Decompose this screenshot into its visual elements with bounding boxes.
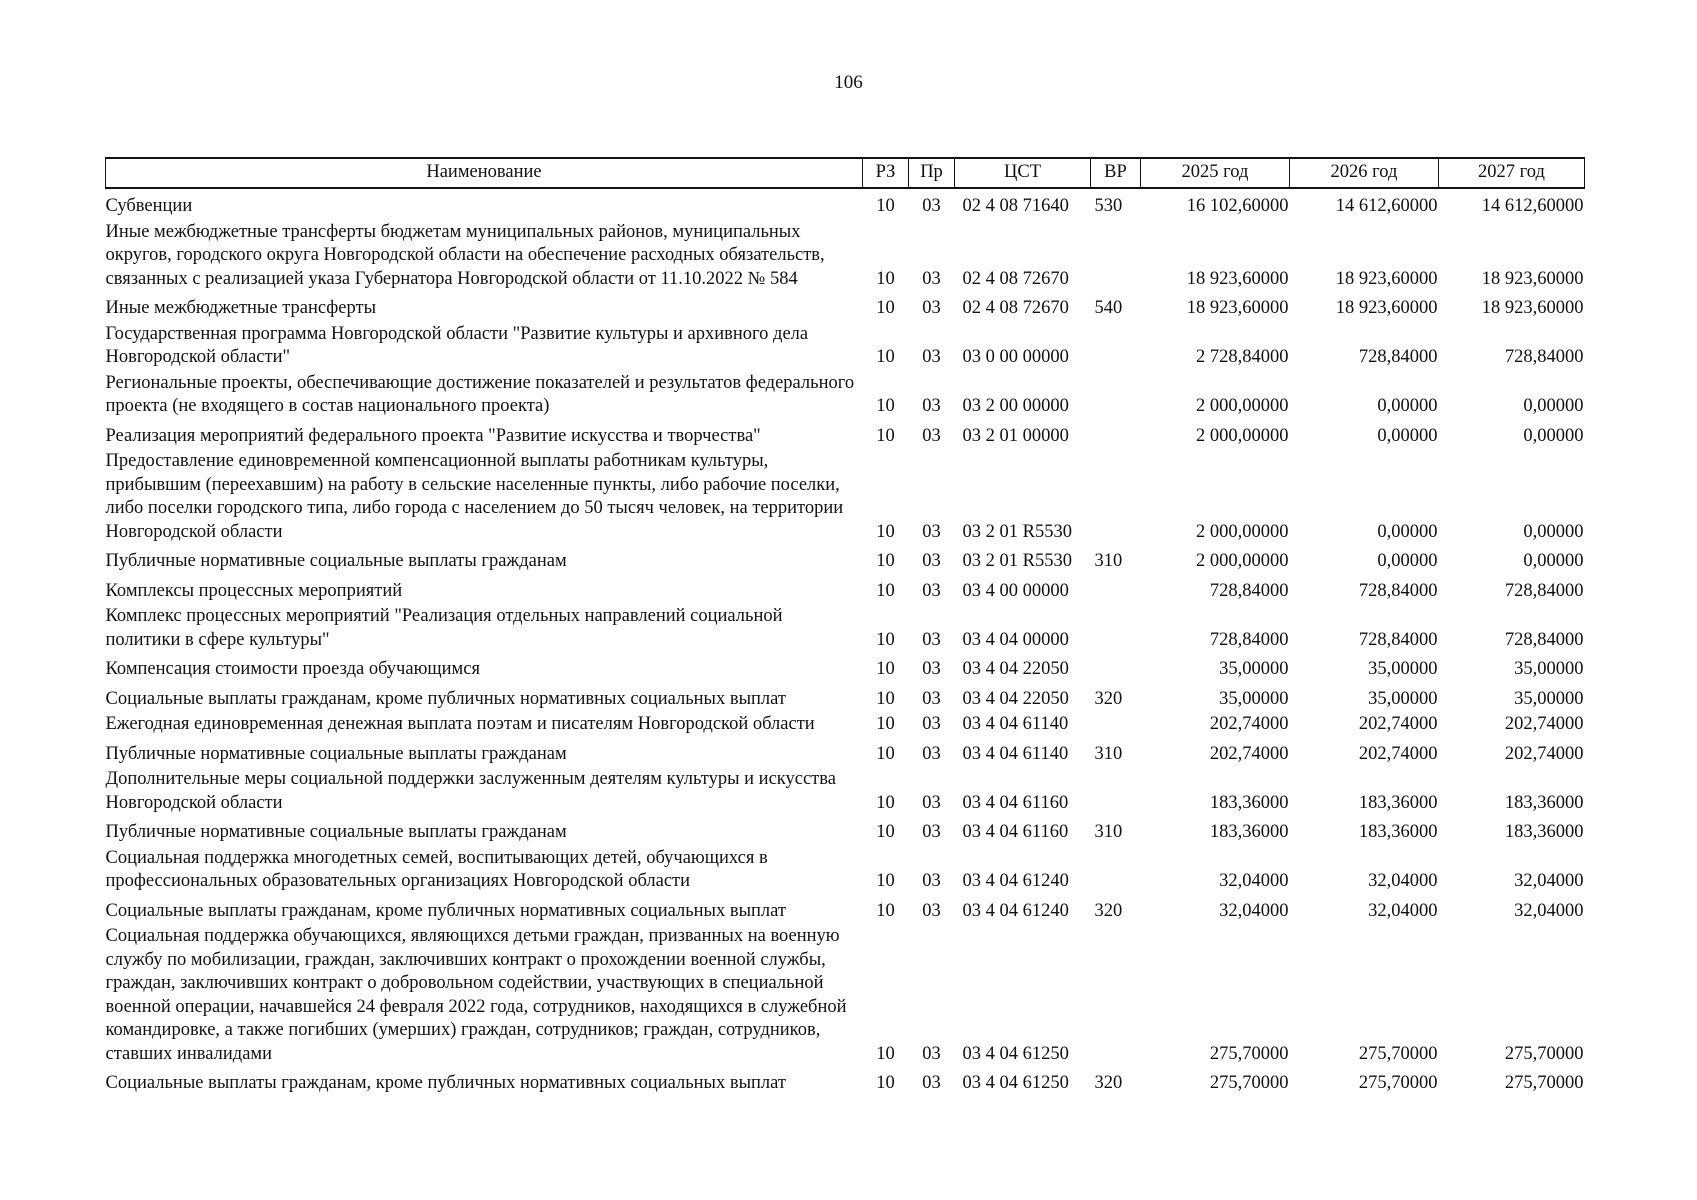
cell-2026: 32,04000 [1368,900,1438,921]
cell-rz: 10 [876,743,895,764]
cell-cst: 03 4 04 61160 [962,792,1069,813]
cell-2025: 2 000,00000 [1196,396,1289,416]
cell-rz: 10 [876,659,895,679]
table-row [106,739,1585,769]
cell-2026: 728,84000 [1358,629,1438,650]
cell-2025: 18 923,60000 [1186,298,1289,318]
cell-2025: 16 102,60000 [1186,196,1289,216]
cell-name: Социальная поддержка многодетных семей, воспитывающих детей, обучающихся в профессиональных образовательных организациях Новгородской области [105,847,768,891]
table-row [106,188,1585,221]
cell-2027: 0,00000 [1523,396,1584,416]
cell-2025: 32,04000 [1219,900,1289,921]
table-row [106,421,1585,451]
cell-2025: 2 000,00000 [1196,551,1289,571]
cell-2026: 202,74000 [1358,743,1438,764]
cell-2026: 202,74000 [1358,714,1438,734]
cell-name: Социальные выплаты гражданам, кроме публичных нормативных социальных выплат [105,688,786,709]
table-row [106,925,1585,1068]
cell-2026: 0,00000 [1377,396,1438,416]
cell-2026: 0,00000 [1377,521,1438,542]
cell-2025: 2 728,84000 [1196,347,1289,367]
cell-name: Публичные нормативные социальные выплаты гражданам [105,822,567,842]
cell-name: Реализация мероприятий федерального проекта "Развитие искусства и творчества" [105,425,761,446]
table-row [106,768,1585,817]
cell-rz: 10 [876,298,895,318]
cell-cst: 03 4 04 61160 [962,822,1069,842]
cell-2025: 2 000,00000 [1196,425,1289,446]
cell-rz: 10 [876,1073,895,1093]
cell-vr [1091,713,1141,739]
cell-rz: 10 [876,900,895,921]
cell-pr: 03 [922,580,941,601]
cell-2027: 183,36000 [1504,822,1584,842]
cell-rz: 10 [876,1043,895,1064]
cell-name: Компенсация стоимости проезда обучающимся [105,659,480,679]
table-row [106,817,1585,847]
table-row [106,847,1585,896]
cell-2026: 0,00000 [1377,425,1438,446]
cell-pr: 03 [922,1073,941,1093]
cell-pr: 03 [922,822,941,842]
cell-pr: 03 [922,1043,941,1064]
cell-pr: 03 [922,521,941,542]
cell-rz: 10 [876,551,895,571]
cell-2026: 275,70000 [1358,1073,1438,1093]
cell-2025: 202,74000 [1209,714,1289,734]
cell-pr: 03 [922,629,941,650]
cell-pr: 03 [922,659,941,679]
cell-pr: 03 [922,347,941,367]
header-pr: Пр [909,158,955,188]
table-body [106,188,1585,1098]
cell-2025: 183,36000 [1209,822,1289,842]
cell-2027: 728,84000 [1504,629,1584,650]
cell-cst: 02 4 08 72670 [962,298,1069,318]
cell-cst: 03 2 00 00000 [962,396,1069,416]
cell-vr [1091,925,1141,1068]
cell-vr: 320 [1094,1073,1123,1093]
cell-2027: 32,04000 [1514,900,1584,921]
cell-vr [1091,576,1141,606]
cell-2026: 18 923,60000 [1335,298,1438,318]
cell-rz: 10 [876,871,895,891]
cell-2025: 35,00000 [1219,688,1289,709]
table-row [106,605,1585,654]
cell-rz: 10 [876,580,895,601]
cell-2025: 202,74000 [1209,743,1289,764]
cell-name: Иные межбюджетные трансферты [105,298,377,318]
cell-rz: 10 [876,822,895,842]
cell-cst: 03 4 04 61250 [962,1073,1069,1093]
header-2027: 2027 год [1439,158,1585,188]
cell-name: Социальные выплаты гражданам, кроме публичных нормативных социальных выплат [105,1073,786,1093]
cell-2025: 32,04000 [1219,871,1289,891]
cell-vr [1091,605,1141,654]
cell-cst: 03 4 04 61140 [962,714,1069,734]
cell-cst: 03 4 04 61140 [962,743,1069,764]
cell-vr [1091,323,1141,372]
cell-2025: 728,84000 [1209,580,1289,601]
cell-pr: 03 [922,298,941,318]
cell-2026: 18 923,60000 [1335,268,1438,289]
cell-pr: 03 [922,688,941,709]
cell-pr: 03 [922,551,941,571]
cell-cst: 03 0 00 00000 [962,347,1069,367]
page-number: 106 [834,72,863,93]
cell-cst: 03 4 00 00000 [962,580,1069,601]
cell-pr: 03 [922,268,941,289]
cell-2026: 183,36000 [1358,822,1438,842]
cell-vr [1091,847,1141,896]
header-cst: ЦСТ [955,158,1091,188]
cell-rz: 10 [876,396,895,416]
cell-rz: 10 [876,347,895,367]
cell-2027: 728,84000 [1504,347,1584,367]
cell-cst: 02 4 08 72670 [962,268,1069,289]
cell-vr: 540 [1094,298,1123,318]
cell-vr: 530 [1094,196,1123,216]
cell-2026: 35,00000 [1368,688,1438,709]
cell-2027: 14 612,60000 [1481,196,1584,216]
table-row [106,323,1585,372]
cell-cst: 03 4 04 61250 [962,1043,1069,1064]
cell-pr: 03 [922,792,941,813]
cell-vr [1091,654,1141,684]
cell-2025: 183,36000 [1209,792,1289,813]
table-row [106,450,1585,546]
cell-name: Ежегодная единовременная денежная выплата поэтам и писателям Новгородской области [105,714,815,734]
header-2025: 2025 год [1141,158,1290,188]
cell-name: Публичные нормативные социальные выплаты гражданам [105,551,567,571]
cell-2027: 0,00000 [1523,551,1584,571]
cell-rz: 10 [876,714,895,734]
header-2026: 2026 год [1290,158,1439,188]
cell-name: Региональные проекты, обеспечивающие достижение показателей и результатов федерального проекта (не входящего в состав национального проекта) [105,372,855,416]
table-row [106,654,1585,684]
cell-vr [1091,221,1141,294]
cell-vr: 320 [1094,688,1123,709]
cell-2026: 183,36000 [1358,792,1438,813]
cell-2025: 35,00000 [1219,659,1289,679]
cell-vr [1091,421,1141,451]
cell-vr: 310 [1094,822,1123,842]
table-row [106,684,1585,714]
cell-cst: 02 4 08 71640 [962,196,1069,216]
cell-vr [1091,768,1141,817]
cell-2027: 35,00000 [1514,659,1584,679]
cell-2025: 275,70000 [1209,1073,1289,1093]
cell-2025: 2 000,00000 [1196,521,1289,542]
cell-pr: 03 [922,396,941,416]
cell-2026: 275,70000 [1358,1043,1438,1064]
cell-rz: 10 [876,792,895,813]
cell-2027: 0,00000 [1523,425,1584,446]
cell-2026: 0,00000 [1377,551,1438,571]
budget-table [105,157,1585,1098]
cell-cst: 03 2 01 00000 [962,425,1069,446]
cell-rz: 10 [876,196,895,216]
cell-2026: 728,84000 [1358,347,1438,367]
cell-rz: 10 [876,688,895,709]
cell-2025: 275,70000 [1209,1043,1289,1064]
cell-2025: 18 923,60000 [1186,268,1289,289]
cell-rz: 10 [876,521,895,542]
table-header [106,158,1585,188]
table-row [106,576,1585,606]
cell-name: Социальные выплаты гражданам, кроме публичных нормативных социальных выплат [105,900,786,921]
cell-2027: 35,00000 [1514,688,1584,709]
table-row [106,546,1585,576]
cell-name: Субвенции [105,196,193,216]
cell-cst: 03 4 04 61240 [962,900,1069,921]
cell-pr: 03 [922,743,941,764]
header-row [106,158,1585,188]
header-vr: ВР [1091,158,1141,188]
cell-vr: 310 [1094,551,1123,571]
cell-vr: 310 [1094,743,1123,764]
cell-pr: 03 [922,871,941,891]
cell-2027: 275,70000 [1504,1073,1584,1093]
cell-name: Государственная программа Новгородской области "Развитие культуры и архивного дела Новгородской области" [105,323,809,367]
header-rz: РЗ [863,158,909,188]
cell-cst: 03 4 04 22050 [962,659,1069,679]
cell-name: Публичные нормативные социальные выплаты гражданам [105,743,567,764]
cell-vr [1091,372,1141,421]
cell-2027: 183,36000 [1504,792,1584,813]
cell-2026: 32,04000 [1368,871,1438,891]
cell-pr: 03 [922,900,941,921]
table-row [106,896,1585,926]
cell-2026: 35,00000 [1368,659,1438,679]
cell-name: Социальная поддержка обучающихся, являющихся детьми граждан, призванных на военную службу по мобилизации, граждан, заключивших контракт о прохождении военной службы, граждан, заключивших контракт о добровольном содействии, участвующих в специальной военной операции, начавшейся 24 февраля 2022 года, сотрудников, находящихся в служебной командировке, а также погибших (умерших) граждан, сотрудников; граждан, сотрудников, ставших инвалидами [105,926,847,1064]
cell-2027: 32,04000 [1514,871,1584,891]
table-row [106,1068,1585,1098]
cell-2027: 202,74000 [1504,743,1584,764]
table-row [106,713,1585,739]
cell-cst: 03 4 04 61240 [962,871,1069,891]
cell-2025: 728,84000 [1209,629,1289,650]
cell-cst: 03 2 01 R5530 [962,521,1072,542]
cell-2027: 728,84000 [1504,580,1584,601]
cell-rz: 10 [876,425,895,446]
cell-2027: 202,74000 [1504,714,1584,734]
cell-rz: 10 [876,268,895,289]
cell-pr: 03 [922,196,941,216]
cell-cst: 03 4 04 22050 [962,688,1069,709]
table-row [106,221,1585,294]
cell-vr [1091,450,1141,546]
cell-pr: 03 [922,425,941,446]
cell-2027: 18 923,60000 [1481,268,1584,289]
cell-name: Иные межбюджетные трансферты бюджетам муниципальных районов, муниципальных округов, городского округа Новгородской области на обеспечение расходных обязательств, связанных с реализацией указа Губернатора Новгородской области от 11.10.2022 № 584 [105,221,825,289]
cell-2026: 14 612,60000 [1335,196,1438,216]
table-row [106,293,1585,323]
cell-cst: 03 4 04 00000 [962,629,1069,650]
cell-pr: 03 [922,714,941,734]
table-row [106,372,1585,421]
cell-name: Предоставление единовременной компенсационной выплаты работникам культуры, прибывшим (переехавшим) на работу в сельские населенные пункты, либо рабочие поселки, либо поселки городского типа, либо города с населением до 50 тысяч человек, на территории Новгородской области [105,451,844,542]
cell-vr: 320 [1094,900,1123,921]
cell-name: Комплекс процессных мероприятий "Реализация отдельных направлений социальной политики в сфере культуры" [105,606,783,650]
cell-rz: 10 [876,629,895,650]
cell-2027: 275,70000 [1504,1043,1584,1064]
cell-2026: 728,84000 [1358,580,1438,601]
cell-2027: 0,00000 [1523,521,1584,542]
cell-name: Дополнительные меры социальной поддержки заслуженным деятелям культуры и искусства Новгородской области [105,769,836,813]
cell-cst: 03 2 01 R5530 [962,551,1072,571]
cell-2027: 18 923,60000 [1481,298,1584,318]
cell-name: Комплексы процессных мероприятий [105,580,403,601]
header-name: Наименование [106,158,863,188]
